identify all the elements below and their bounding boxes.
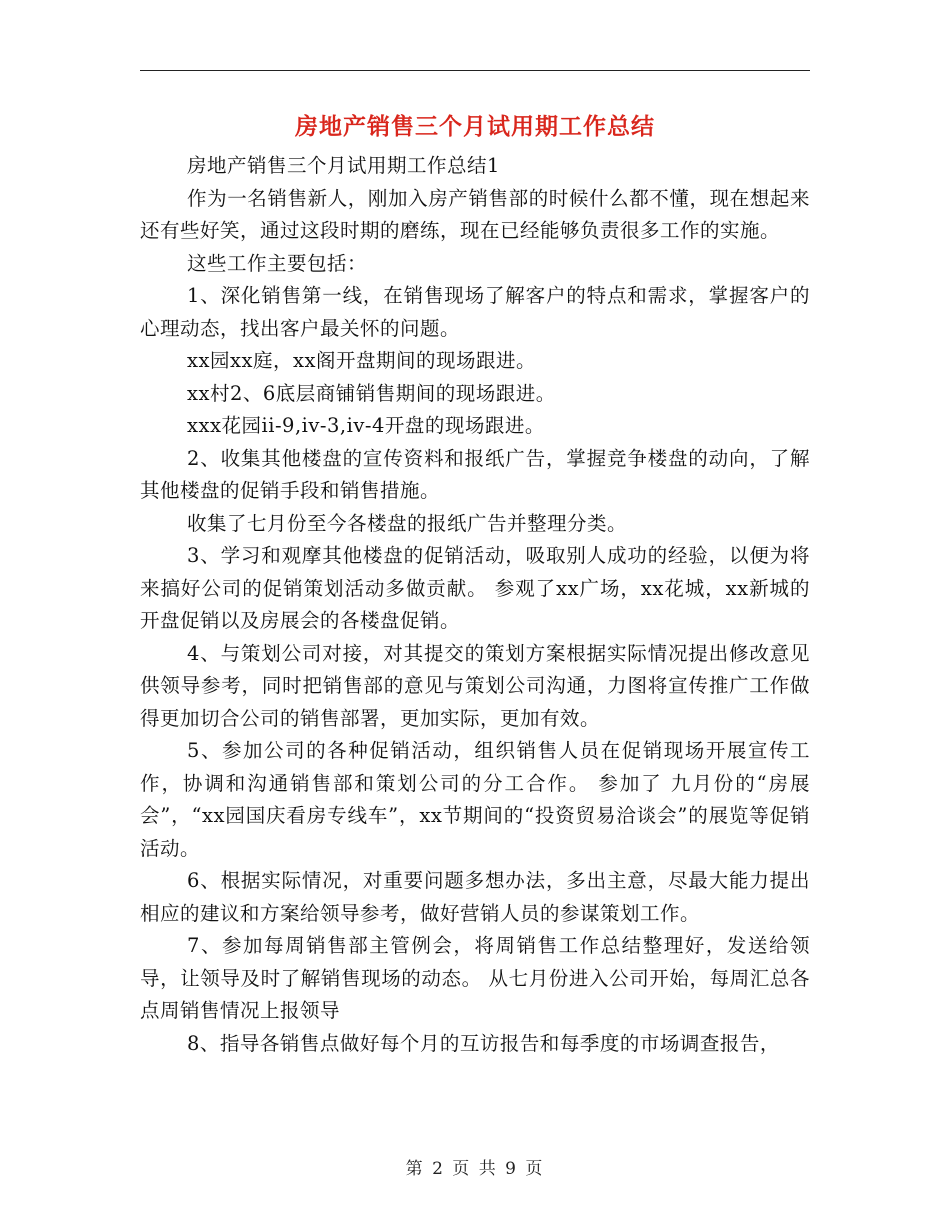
list-subitem: xx村2、6底层商铺销售期间的现场跟进。 (187, 381, 556, 405)
list-item: 1、深化销售第一线，在销售现场了解客户的特点和需求，掌握客户的心理动态，找出客户最关怀的问题。 (140, 284, 810, 340)
list-subitem: xx园xx庭，xx阁开盘期间的现场跟进。 (187, 349, 536, 372)
list-item: 2、收集其他楼盘的宣传资料和报纸广告，掌握竞争楼盘的动向，了解其他楼盘的促销手段和销售措施。 (140, 446, 810, 502)
list-item: 6、根据实际情况，对重要问题多想办法，多出主意，尽最大能力提出相应的建议和方案给领导参考，做好营销人员的参谋策划工作。 (140, 869, 810, 925)
document-body (140, 150, 810, 1060)
list-item: 3、学习和观摩其他楼盘的促销活动，吸取别人成功的经验，以便为将来搞好公司的促销策划活动多做贡献。 参观了xx广场，xx花城，xx新城的开盘促销以及房展会的各楼盘促销。 (140, 544, 810, 632)
list-item: 4、与策划公司对接，对其提交的策划方案根据实际情况提出修改意见供领导参考，同时把销售部的意见与策划公司沟通，力图将宣传推广工作做得更加切合公司的销售部署，更加实际，更加有效。 (140, 641, 810, 730)
page-number: 第 2 页 共 9 页 (405, 1159, 545, 1179)
document-title: 房地产销售三个月试用期工作总结 (295, 114, 655, 140)
section-heading: 房地产销售三个月试用期工作总结1 (187, 154, 500, 177)
paragraph: 这些工作主要包括： (187, 251, 368, 275)
list-subitem: 收集了七月份至今各楼盘的报纸广告并整理分类。 (187, 511, 628, 535)
paragraph: 作为一名销售新人，刚加入房产销售部的时候什么都不懂，现在想起来还有些好笑，通过这段时期的磨练，现在已经能够负责很多工作的实施。 (140, 186, 810, 242)
list-item: 8、指导各销售点做好每个月的互访报告和每季度的市场调查报告， (187, 1031, 780, 1055)
header-rule (140, 70, 810, 71)
list-subitem: xxx花园ii-9,iv-3,iv-4开盘的现场跟进。 (187, 414, 545, 437)
list-item: 7、参加每周销售部主管例会，将周销售工作总结整理好，发送给领导，让领导及时了解销售现场的动态。 从七月份进入公司开始，每周汇总各点周销售情况上报领导 (140, 934, 810, 1022)
list-item: 5、参加公司的各种促销活动，组织销售人员在促销现场开展宣传工作，协调和沟通销售部和策划公司的分工合作。 参加了 九月份的“房展会”，“xx园国庆看房专线车”，xx节期间的“投资贸易洽谈会”的展览等促销活动。 (140, 739, 810, 860)
